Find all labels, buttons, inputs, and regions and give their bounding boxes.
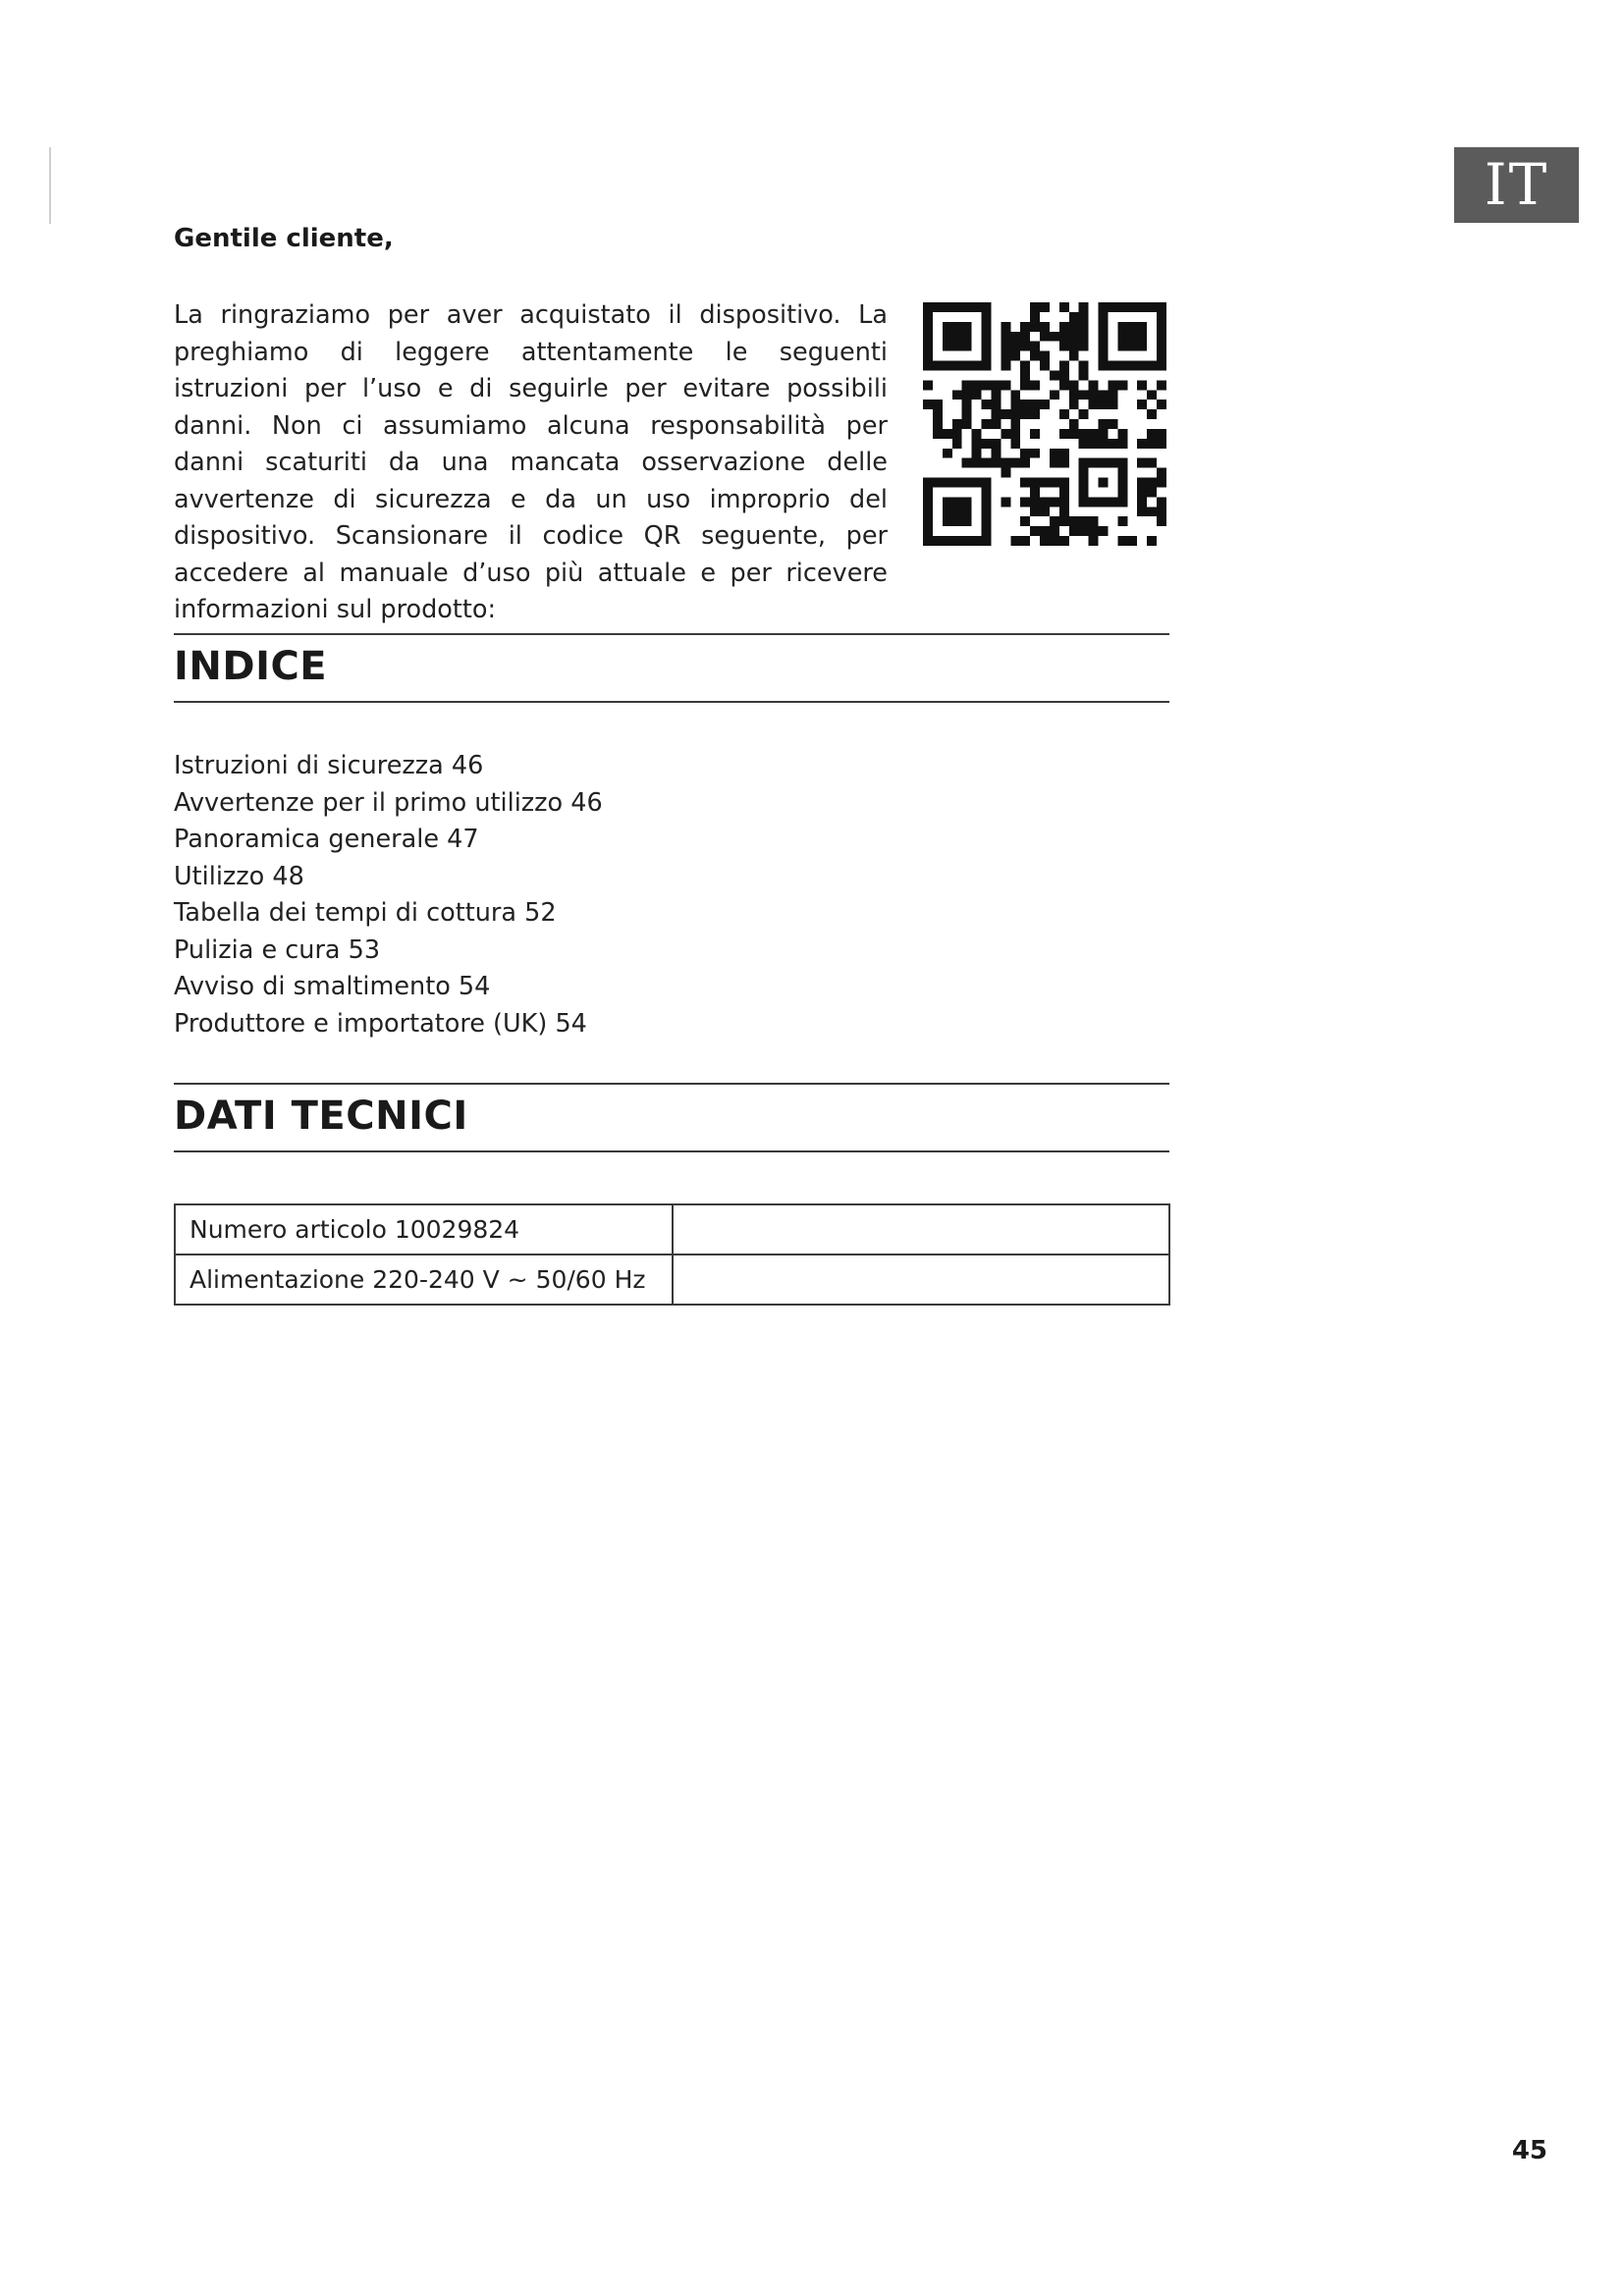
toc-item: Tabella dei tempi di cottura 52	[174, 898, 557, 928]
margin-line	[49, 147, 51, 224]
greeting: Gentile cliente,	[174, 224, 394, 253]
table-of-contents	[174, 748, 603, 1042]
toc-item: Pulizia e cura 53	[174, 934, 381, 965]
table-row	[175, 1255, 1169, 1305]
technical-data-top-rule	[174, 1083, 1169, 1085]
technical-data-table	[174, 1203, 1170, 1306]
table-cell: Numero articolo 10029824	[175, 1204, 673, 1255]
toc-item: Utilizzo 48	[174, 861, 304, 891]
qr-code-icon	[923, 302, 1166, 546]
toc-item: Avviso di smaltimento 54	[174, 972, 491, 1001]
language-tab: IT	[1454, 147, 1579, 223]
page-number: 45	[1511, 2136, 1547, 2165]
table-cell: Alimentazione 220-240 V ~ 50/60 Hz	[175, 1255, 673, 1305]
table-row	[175, 1204, 1169, 1255]
technical-data-bottom-rule	[174, 1150, 1169, 1152]
technical-data-title: DATI TECNICI	[174, 1094, 468, 1139]
intro-paragraph: La ringraziamo per aver acquistato il dispositivo. La preghiamo di leggere attentamente le seguenti istruzioni per l’uso e di seguirle per evitare possibili danni. Non ci assumiamo alcuna responsabilità per danni scaturiti da una mancata osservazione delle avvertenze di sicurezza e da un uso improprio del dispositivo. Scansionare il codice QR seguente, per accedere al manuale d’uso più attuale e per ricevere informazioni sul prodotto:	[174, 300, 888, 624]
toc-item: Panoramica generale 47	[174, 825, 479, 854]
toc-item: Istruzioni di sicurezza 46	[174, 751, 484, 780]
index-title: INDICE	[174, 644, 328, 689]
toc-item: Produttore e importatore (UK) 54	[174, 1008, 587, 1039]
index-top-rule	[174, 633, 1169, 635]
toc-item: Avvertenze per il primo utilizzo 46	[174, 787, 603, 818]
table-cell	[673, 1204, 1170, 1255]
index-bottom-rule	[174, 701, 1169, 703]
table-cell	[673, 1255, 1170, 1305]
